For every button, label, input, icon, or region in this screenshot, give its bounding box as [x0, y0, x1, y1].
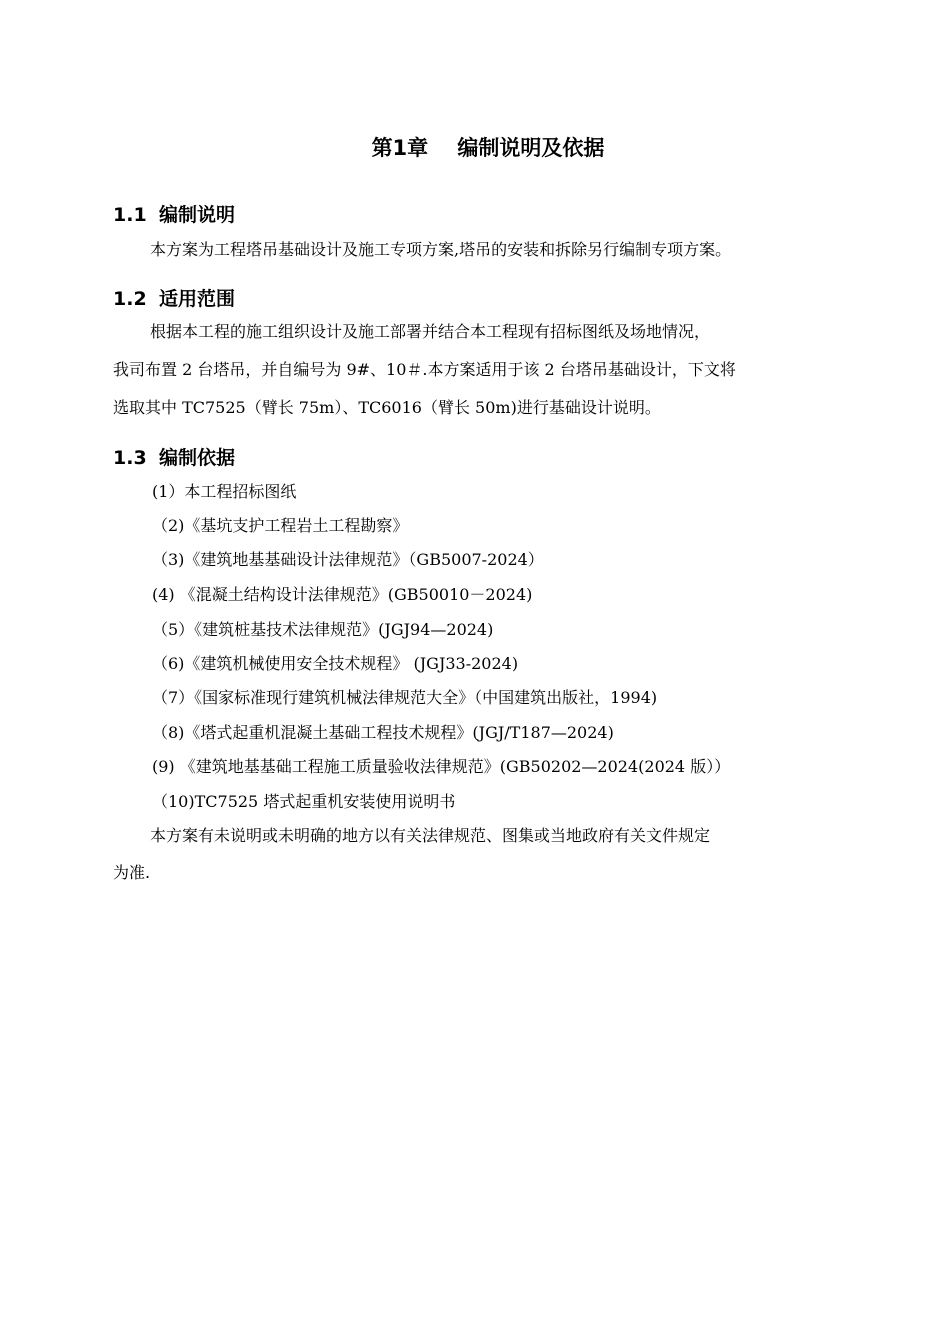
reference-item-5: （5）《建筑桩基技术法律规范》(JGJ94—2024) [152, 620, 494, 639]
reference-item-8: （8)《塔式起重机混凝土基础工程技术规程》(JGJ/T187—2024) [152, 723, 614, 742]
reference-item-2: （2)《基坑支护工程岩土工程勘察》 [152, 516, 409, 535]
reference-item-3: （3)《建筑地基基础设计法律规范》（GB5007-2024） [152, 550, 544, 569]
reference-item-9: (9) 《建筑地基基础工程施工质量验收法律规范》(GB50202—2024(2024 版）） [152, 757, 731, 776]
section-heading-1-1 [113, 200, 235, 227]
section-title: 编制依据 [159, 447, 236, 469]
paragraph-line: 我司布置 2 台塔吊，并自编号为 9#、10＃.本方案适用于该 2 台塔吊基础设计，下文将 [113, 360, 736, 379]
chapter-title: 第1章 编制说明及依据 [371, 136, 605, 160]
closing-line: 为准. [113, 863, 151, 882]
section-heading-1-2 [113, 284, 235, 311]
paragraph-line: 根据本工程的施工组织设计及施工部署并结合本工程现有招标图纸及场地情况， [150, 322, 711, 341]
section-heading-1-3 [113, 443, 235, 470]
reference-item-10: （10)TC7525 塔式起重机安装使用说明书 [152, 792, 456, 811]
section-title: 适用范围 [159, 288, 236, 310]
paragraph-line: 选取其中 TC7525（臂长 75m）、TC6016（臂长 50m)进行基础设计说明。 [113, 398, 661, 417]
reference-item-4: (4) 《混凝土结构设计法律规范》(GB50010－2024) [152, 585, 533, 604]
reference-item-7: （7）《国家标准现行建筑机械法律规范大全》（中国建筑出版社，1994) [152, 688, 658, 707]
reference-item-1: (1）本工程招标图纸 [152, 482, 297, 501]
section-number: 1.2 [113, 288, 147, 310]
section-number: 1.3 [113, 447, 147, 469]
section-title: 编制说明 [159, 204, 236, 226]
reference-item-6: （6)《建筑机械使用安全技术规程》 (JGJ33-2024) [152, 654, 519, 673]
section-number: 1.1 [113, 204, 147, 226]
closing-line: 本方案有未说明或未明确的地方以有关法律规范、图集或当地政府有关文件规定 [150, 826, 711, 845]
paragraph-line: 本方案为工程塔吊基础设计及施工专项方案,塔吊的安装和拆除另行编制专项方案。 [150, 240, 732, 259]
